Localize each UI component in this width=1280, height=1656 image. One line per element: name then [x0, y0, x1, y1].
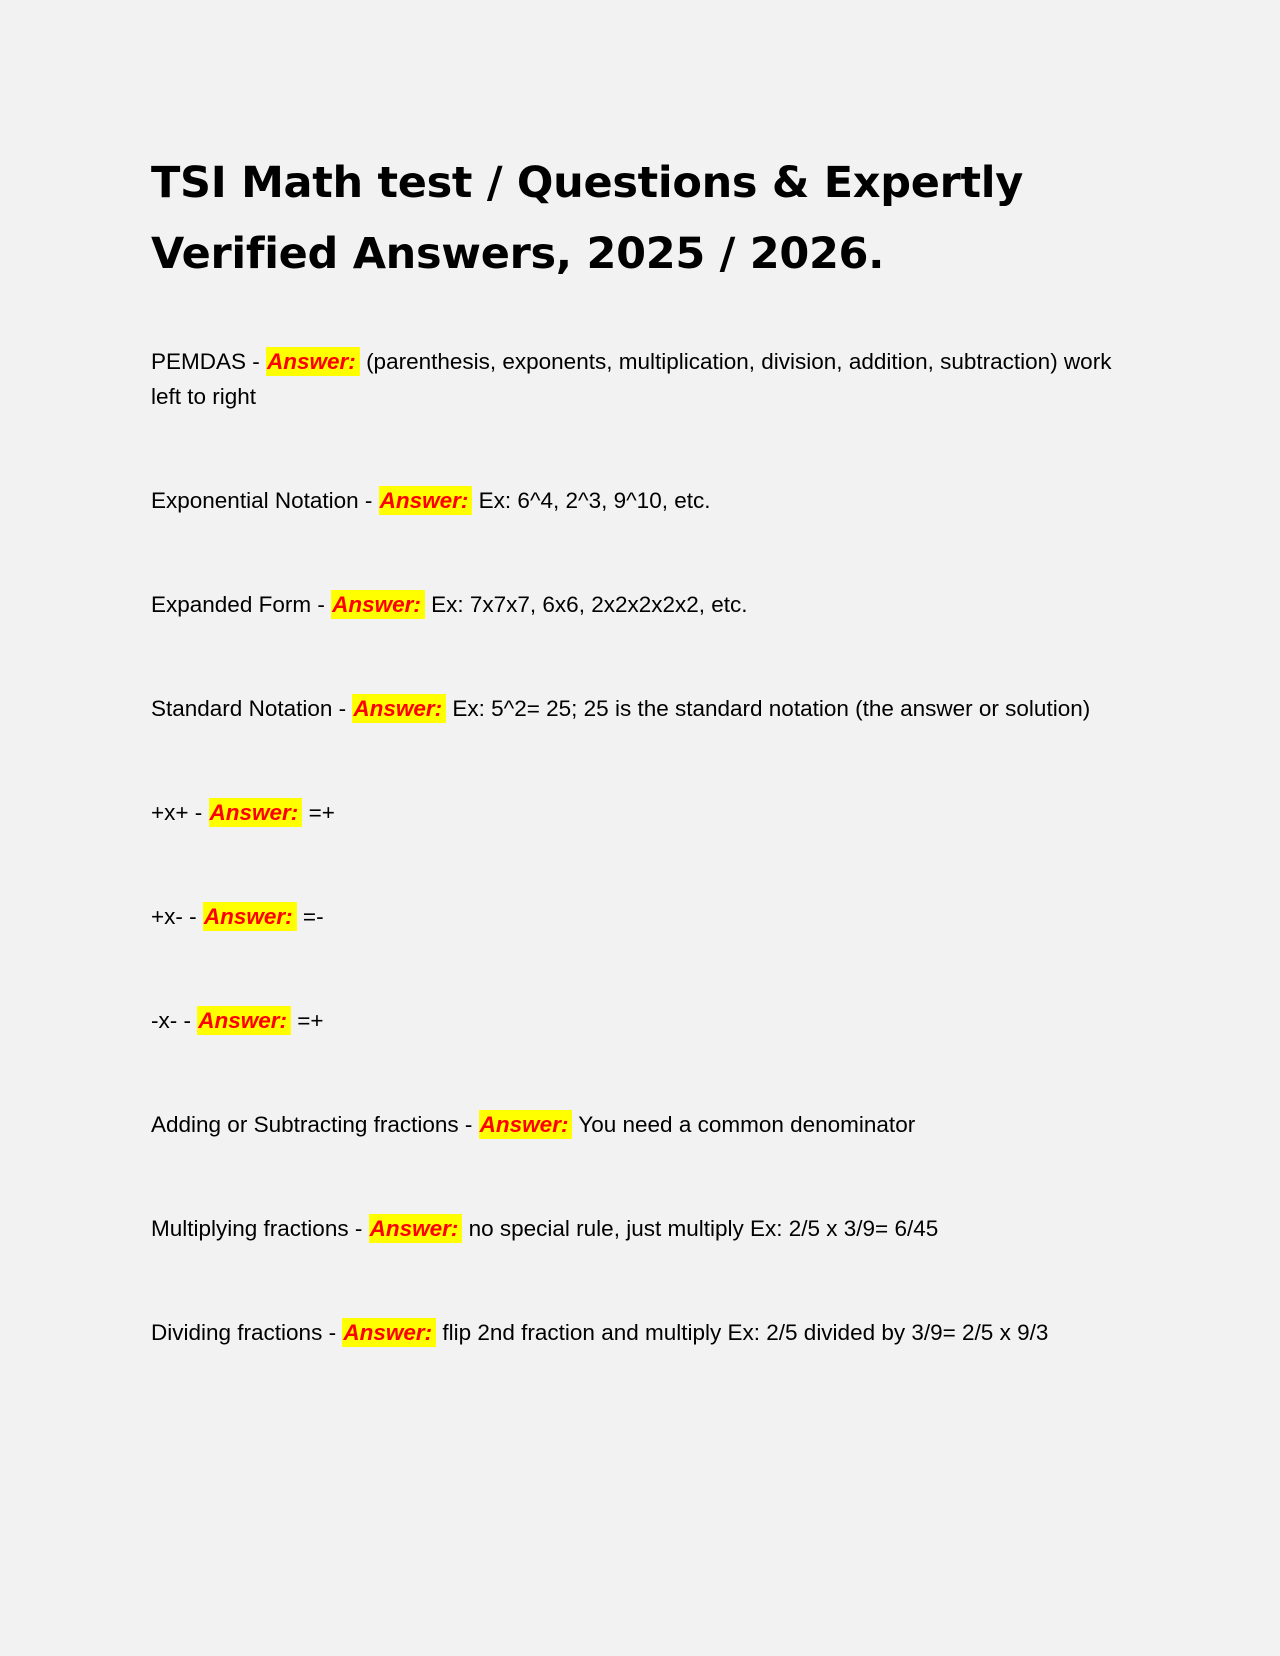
answer-label: Answer: [479, 1110, 573, 1139]
document-page [151, 148, 1141, 1419]
qa-definition: Ex: 5^2= 25; 25 is the standard notation (the answer or solution) [446, 696, 1091, 721]
qa-term: Standard Notation - [151, 696, 353, 721]
qa-definition: flip 2nd fraction and multiply Ex: 2/5 divided by 3/9= 2/5 x 9/3 [436, 1320, 1049, 1345]
answer-label: Answer: [342, 1318, 436, 1347]
qa-item [151, 1107, 1141, 1142]
qa-item [151, 1315, 1141, 1350]
qa-term: +x+ - [151, 800, 209, 825]
answer-label: Answer: [203, 902, 297, 931]
answer-label: Answer: [369, 1214, 463, 1243]
qa-list [151, 344, 1141, 1350]
qa-definition: (parenthesis, exponents, multiplication, division, addition, subtraction) work left to right [151, 349, 1112, 409]
qa-item [151, 483, 1141, 518]
qa-term: Exponential Notation - [151, 488, 379, 513]
qa-definition: =+ [291, 1008, 324, 1033]
qa-definition: Ex: 6^4, 2^3, 9^10, etc. [472, 488, 711, 513]
qa-definition: =- [296, 904, 324, 929]
document-title: TSI Math test / Questions & Expertly Verified Answers, 2025 / 2026. [151, 158, 1023, 279]
answer-label: Answer: [266, 347, 360, 376]
answer-label: Answer: [352, 694, 446, 723]
answer-label: Answer: [197, 1006, 291, 1035]
answer-label: Answer: [209, 798, 303, 827]
qa-term: -x- - [151, 1008, 198, 1033]
qa-term: Expanded Form - [151, 592, 332, 617]
qa-term: Adding or Subtracting fractions - [151, 1112, 479, 1137]
qa-term: +x- - [151, 904, 203, 929]
qa-item [151, 899, 1141, 934]
qa-definition: You need a common denominator [572, 1112, 916, 1137]
qa-item [151, 691, 1141, 726]
qa-definition: Ex: 7x7x7, 6x6, 2x2x2x2x2, etc. [424, 592, 748, 617]
qa-term: Multiplying fractions - [151, 1216, 369, 1241]
qa-item [151, 795, 1141, 830]
answer-label: Answer: [331, 590, 425, 619]
qa-item [151, 587, 1141, 622]
answer-label: Answer: [379, 486, 473, 515]
qa-term: PEMDAS - [151, 349, 267, 374]
qa-item [151, 344, 1141, 414]
qa-definition: =+ [302, 800, 335, 825]
qa-item [151, 1211, 1141, 1246]
qa-term: Dividing fractions - [151, 1320, 343, 1345]
qa-item [151, 1003, 1141, 1038]
qa-definition: no special rule, just multiply Ex: 2/5 x 3/9= 6/45 [462, 1216, 939, 1241]
